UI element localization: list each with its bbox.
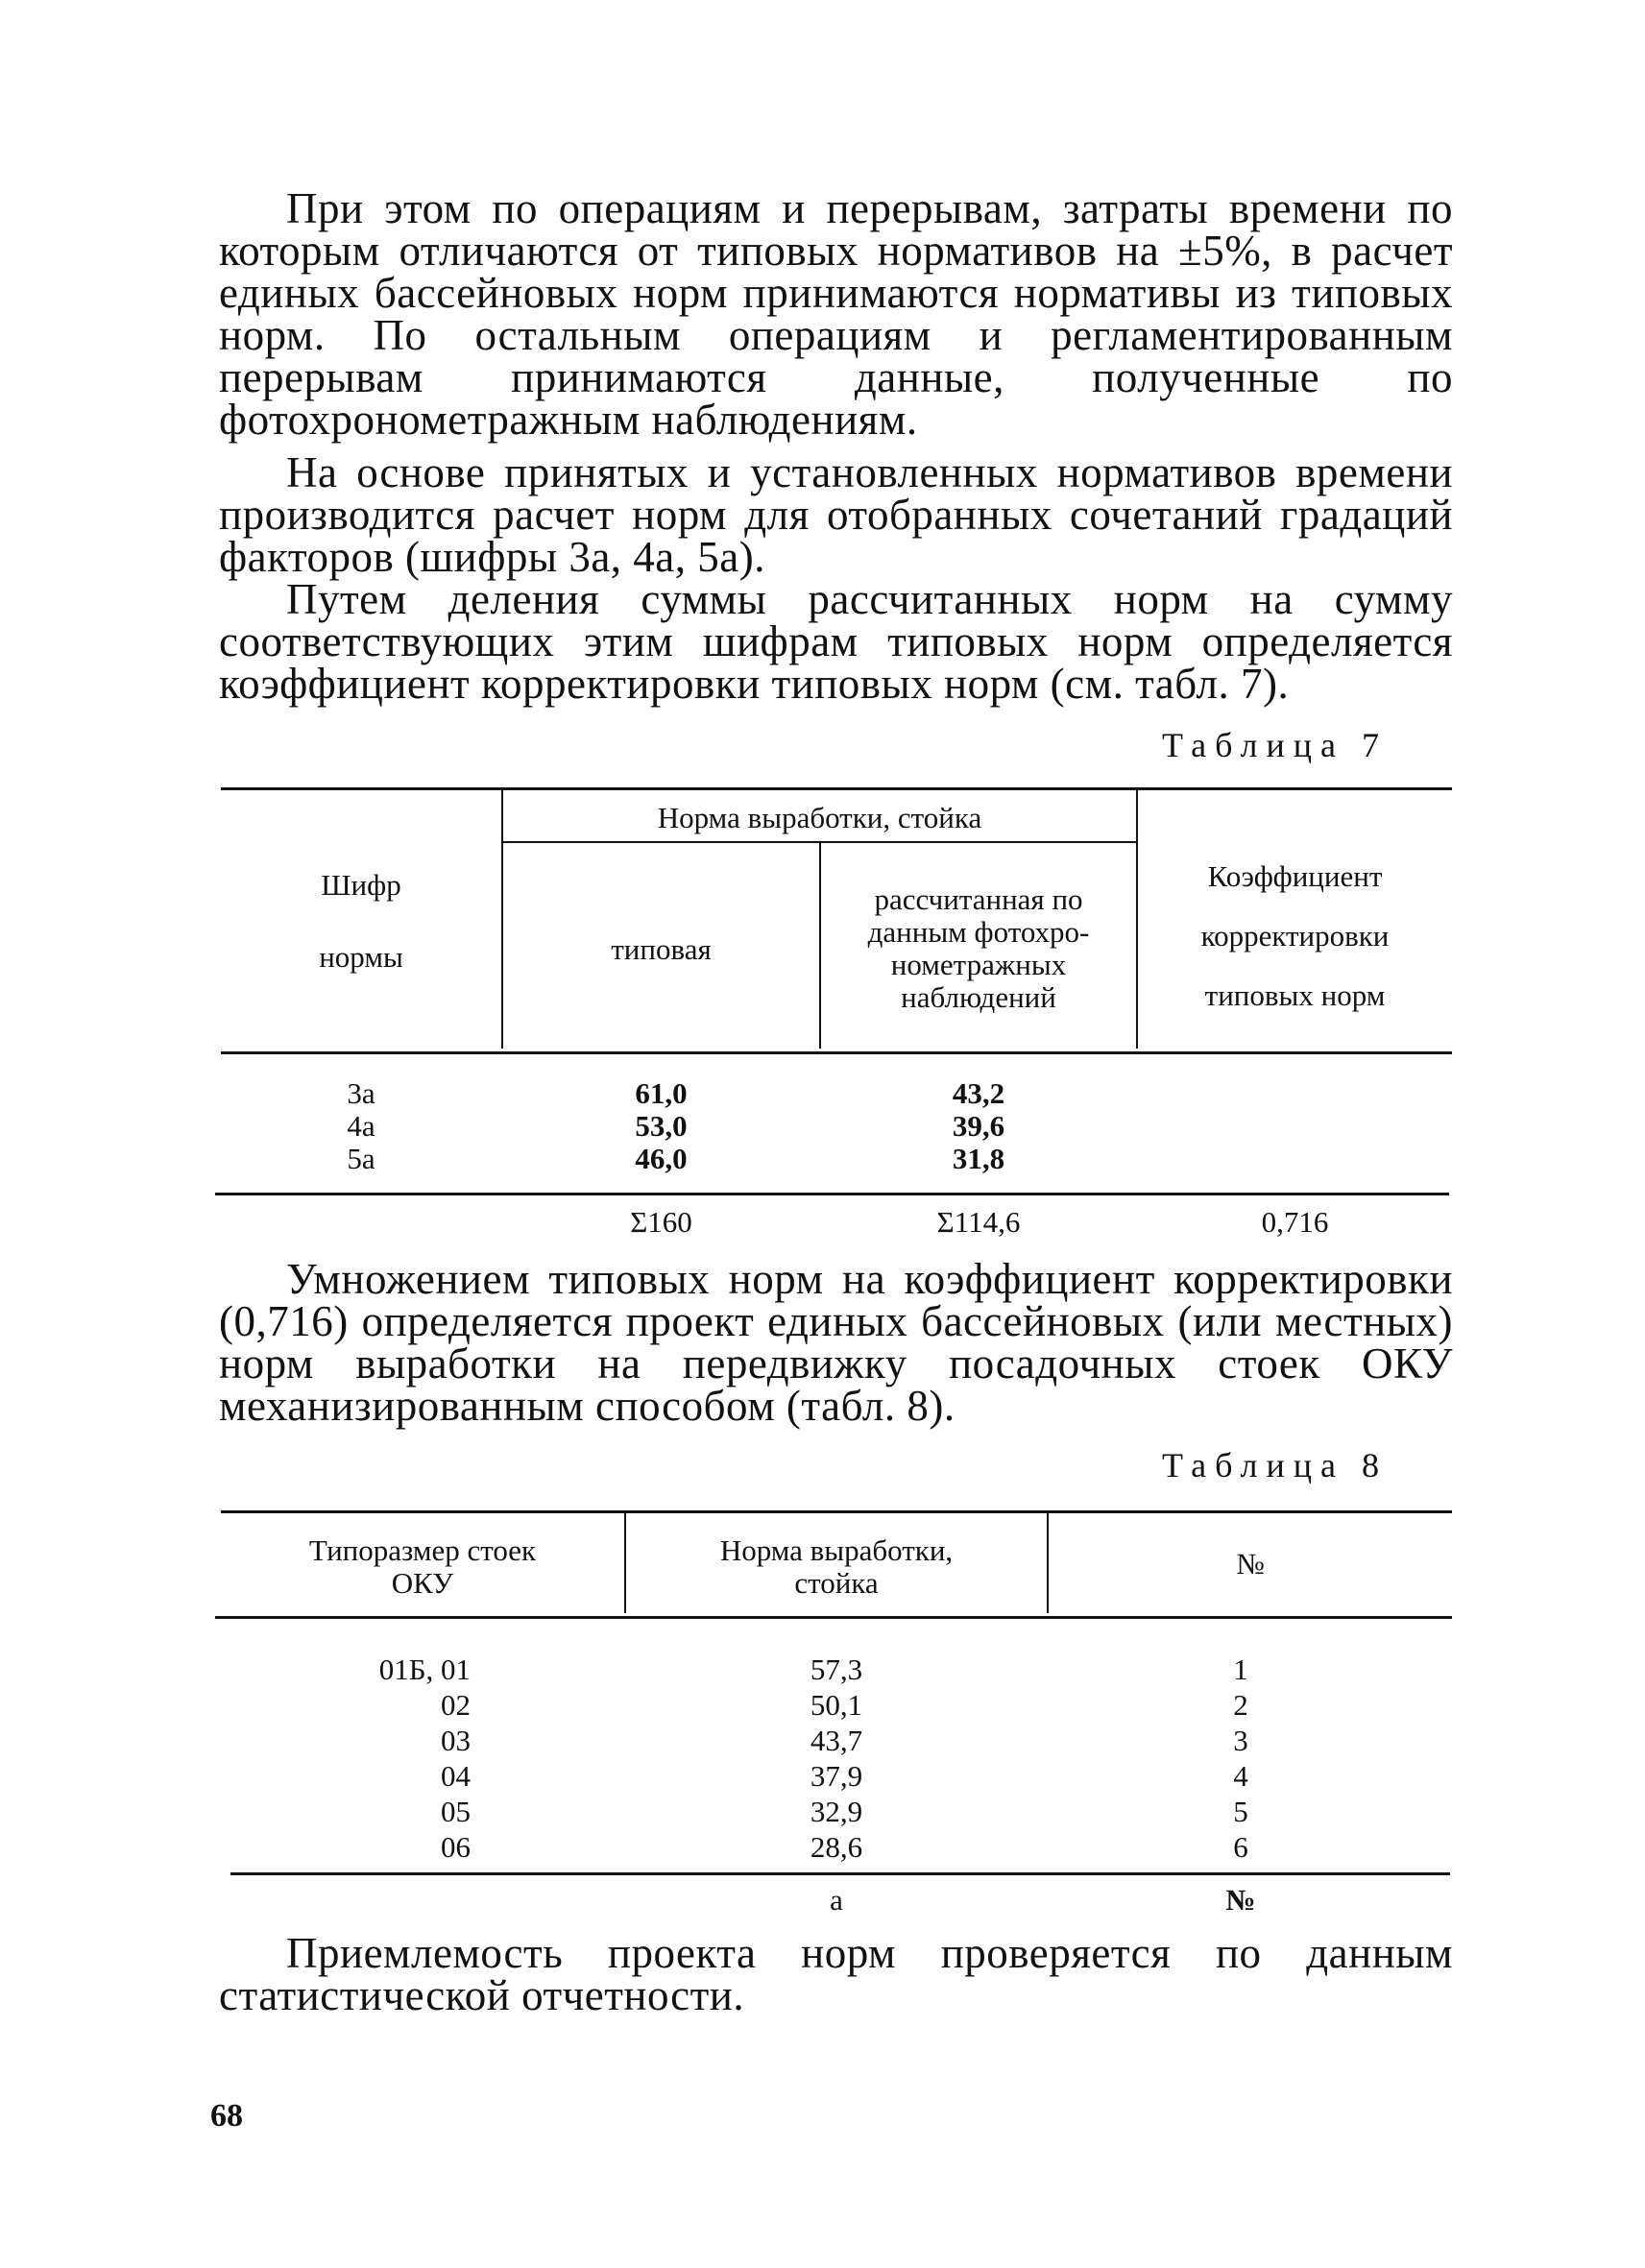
table-7-header-rule <box>221 1051 1452 1054</box>
table-row: 03 <box>441 1724 471 1757</box>
table-7-total-typical: Σ160 <box>630 1205 692 1239</box>
table-8-footer-norm: а <box>830 1883 843 1917</box>
paragraph-2: На основе принятых и установленных нормативов времени производится расчет норм для отобранных сочетаний градаций факторов (шифры 3а, 4а, 5а). <box>219 448 1453 581</box>
table-8-norm-values: 57,3 50,1 43,7 37,9 32,9 28,6 <box>810 1653 863 1864</box>
table-7-calculated-header: рассчитанная по данным фотохро- нометражных наблюдений <box>867 882 1090 1014</box>
table-8-norm-header: Норма выработки, стойка <box>719 1533 954 1600</box>
table-7-typical-values: 61,0 53,0 46,0 <box>635 1076 688 1175</box>
paragraph-5: Приемлемость проекта норм проверяется по данным статистической отчетности. <box>219 1929 1453 2019</box>
table-7-coef-header: Коэффициент корректировки типовых норм <box>1200 859 1390 1012</box>
paragraph-4: Умножением типовых норм на коэффициент корректировки (0,716) определяется проект единых бассейновых (или местных) норм выработки на передвижку посадочных стоек ОКУ механизированным способом (табл. 8). <box>219 1255 1453 1430</box>
table-row: 02 <box>441 1688 471 1722</box>
table-row: 05 <box>441 1795 471 1828</box>
table-7-top-rule <box>221 787 1452 790</box>
table-8-size-values <box>317 1652 471 1865</box>
table-row: 3а 4а 5а <box>347 1076 375 1175</box>
table-7-total-calculated: Σ114,6 <box>936 1205 1021 1239</box>
table-7-code-header: нормы <box>319 940 403 974</box>
table-7-group-header: Норма выработки, стойка <box>657 801 982 834</box>
table-row: 01Б, 01 <box>378 1653 471 1686</box>
table-8-footer-number: № <box>1225 1883 1256 1917</box>
paragraph-1: При этом по операциям и перерывам, затраты времени по которым отличаются от типовых нормативов на ±5%, в расчет единых бассейновых норм принимаются нормативы из типовых норм. По остальным операциям и регламентированным перерывам принимаются данные, полученные по фотохронометражным наблюдениям. <box>219 184 1453 444</box>
table-7-code-header: Шифр <box>321 868 401 902</box>
table-8-number-values: 1 2 3 4 5 6 <box>1233 1653 1248 1864</box>
table-8-size-header: Типоразмер стоек ОКУ <box>308 1533 537 1600</box>
table-7-calculated-values: 43,2 39,6 31,8 <box>952 1076 1005 1175</box>
table-row: 06 <box>441 1830 471 1864</box>
paragraph-3: Путем деления суммы рассчитанных норм на сумму соответствующих этим шифрам типовых норм определяется коэффициент корректировки типовых норм (см. табл. 7). <box>219 575 1453 708</box>
table-8-caption: Таблица 8 <box>1162 1446 1388 1484</box>
table-8-header-rule <box>215 1616 1452 1619</box>
table-row: 04 <box>441 1759 471 1793</box>
table-8-top-rule <box>221 1510 1452 1513</box>
page-number: 68 <box>210 2098 243 2134</box>
table-7-total-coef: 0,716 <box>1261 1205 1329 1239</box>
table-7-group-rule <box>503 841 1136 843</box>
table-7-typical-header: типовая <box>611 932 712 966</box>
table-8-number-header: № <box>1236 1547 1265 1580</box>
table-7-bottom-rule <box>215 1193 1449 1195</box>
table-8-bottom-rule <box>230 1872 1450 1875</box>
table-7-caption: Таблица 7 <box>1162 726 1388 764</box>
